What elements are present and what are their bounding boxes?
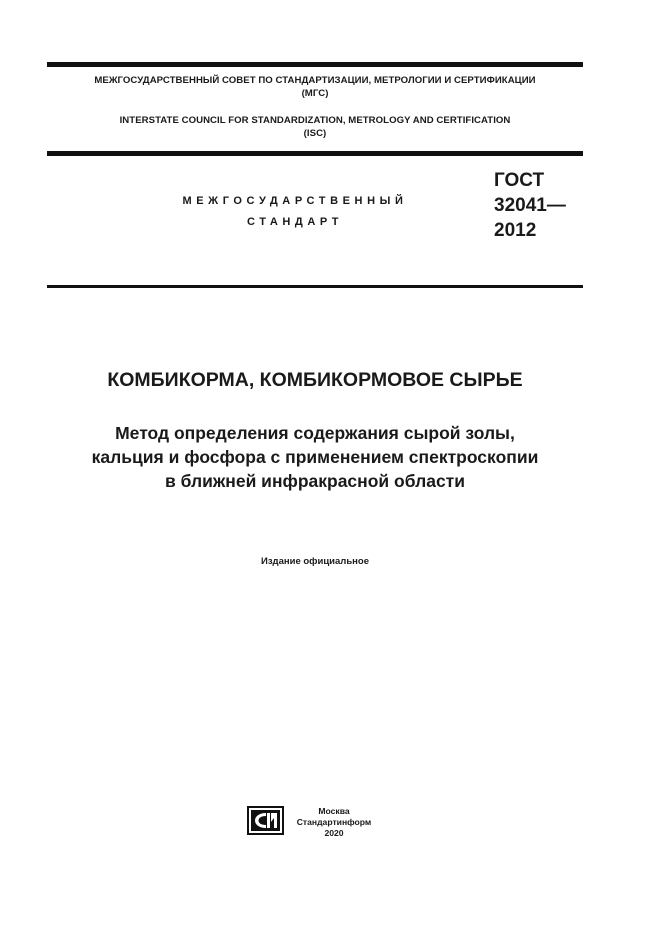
gost-number [494,168,566,243]
bottom-rule [47,285,583,288]
council-name-ru-line2: (МГС) [301,88,329,99]
council-name-en [47,114,583,140]
council-name-en-line2: (ISC) [303,128,327,139]
publisher-name: Стандартинформ [296,817,372,827]
council-name-ru-line1: МЕЖГОСУДАРСТВЕННЫЙ СОВЕТ ПО СТАНДАРТИЗАЦИИ, МЕТРОЛОГИИ И СЕРТИФИКАЦИИ [94,75,536,86]
document-subtitle-line1: Метод определения содержания сырой золы, [115,423,515,443]
publisher-city: Москва [318,806,350,816]
council-name-en-line1: INTERSTATE COUNCIL FOR STANDARDIZATION, METROLOGY AND CERTIFICATION [119,115,511,126]
standard-kind [150,191,440,233]
council-name-ru [47,74,583,100]
publisher-year: 2020 [324,828,344,838]
standard-kind-line1: МЕЖГОСУДАРСТВЕННЫЙ [182,195,408,207]
edition-note: Издание официальное [261,556,369,567]
standartinform-logo-icon [247,806,284,835]
publisher-block [294,806,374,839]
standard-kind-line2: СТАНДАРТ [246,216,344,228]
gost-number-line1: ГОСТ [494,170,545,191]
gost-number-line3: 2012 [494,220,537,241]
middle-rule [47,151,583,156]
document-title: КОМБИКОРМА, КОМБИКОРМОВОЕ СЫРЬЕ [107,369,523,391]
top-rule [47,62,583,67]
gost-number-line2: 32041— [494,195,566,216]
document-subtitle-line2: кальция и фосфора с применением спектроскопии [91,447,539,467]
document-subtitle-line3: в ближней инфракрасной области [164,471,466,491]
document-subtitle [47,421,583,493]
